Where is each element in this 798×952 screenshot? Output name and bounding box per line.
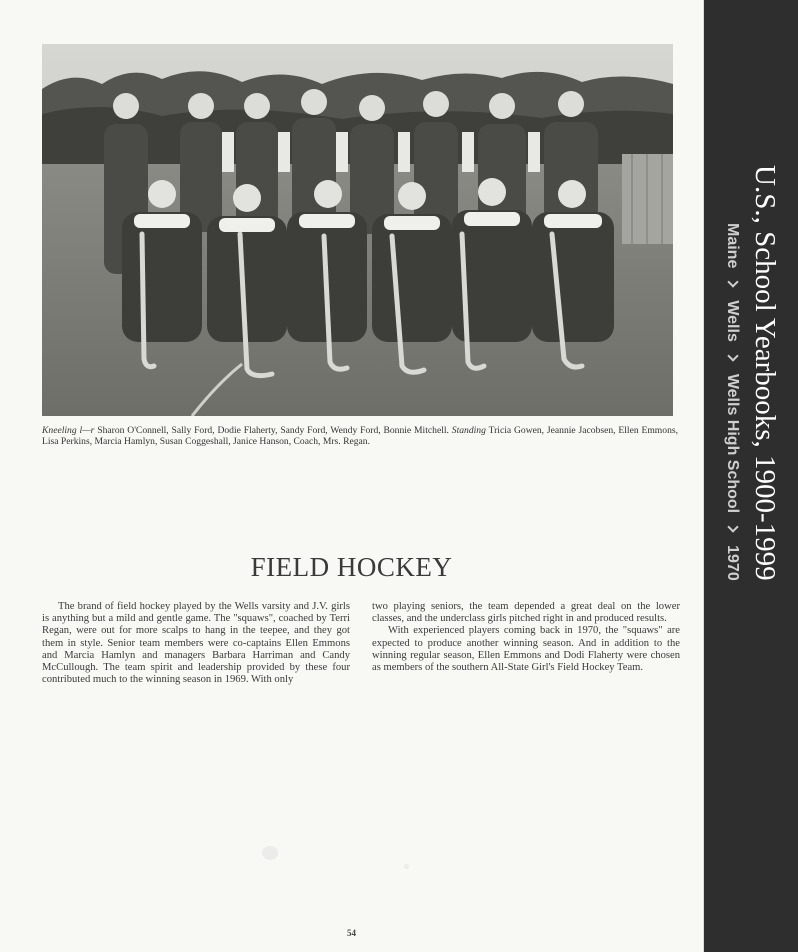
team-photo [42, 44, 673, 416]
page-smudge [262, 846, 278, 860]
page-smudge [404, 864, 409, 869]
collection-title: U.S., School Yearbooks, 1900-1999 [749, 165, 781, 581]
article-column-left [42, 601, 350, 686]
article-heading: FIELD HOCKEY [250, 552, 453, 582]
chevron-right-icon [728, 521, 739, 532]
collection-sidebar [704, 0, 798, 952]
breadcrumb [722, 223, 742, 581]
standing-label: Standing [451, 425, 486, 436]
breadcrumb-item-year[interactable]: 1970 [724, 545, 741, 581]
kneeling-names: Sharon O'Connell, Sally Ford, Dodie Flaherty, Sandy Ford, Wendy Ford, Bonnie Mitchell. [94, 425, 452, 436]
article-paragraph: two playing seniors, the team depended a great deal on the lower classes, and the underclass girls pitched right in and produced results. [372, 601, 680, 625]
sidebar-rotated-content [704, 0, 798, 952]
team-photo-image [42, 44, 673, 416]
breadcrumb-item-city[interactable]: Wells [724, 300, 741, 342]
breadcrumb-item-school[interactable]: Wells High School [724, 373, 741, 514]
chevron-right-icon [728, 350, 739, 361]
page-number: 54 [347, 928, 356, 938]
article-column-right [372, 601, 680, 674]
article-paragraph: The brand of field hockey played by the Wells varsity and J.V. girls is anything but a mild and gentle game. The "squaws", coached by Terri Regan, were out for more scalps to hang in the teepee, and they got them in style. Senior team members were co-captains Ellen Emmons and Marcia Hamlyn and managers Barbara Harriman and Candy McCullough. The team spirit and leadership provided by these four contributed much to the winning season in 1969. With only [42, 601, 350, 686]
standing-names: Tricia Gowen, Jeannie Jacobsen, Ellen Emmons, Lisa Perkins, Marcia Hamlyn, Susan Coggeshall, Janice Hanson, Coach, Mrs. Regan. [42, 425, 678, 447]
breadcrumb-item-state[interactable]: Maine [724, 223, 741, 269]
article-paragraph: With experienced players coming back in 1970, the "squaws" are expected to produce another winning season. And in addition to the winning regular season, Ellen Emmons and Dodi Flaherty were chosen as members of the southern All-State Girl's Field Hockey Team. [372, 625, 680, 674]
chevron-right-icon [728, 277, 739, 288]
kneeling-label: Kneeling l—r [42, 425, 95, 436]
photo-caption [42, 425, 678, 447]
